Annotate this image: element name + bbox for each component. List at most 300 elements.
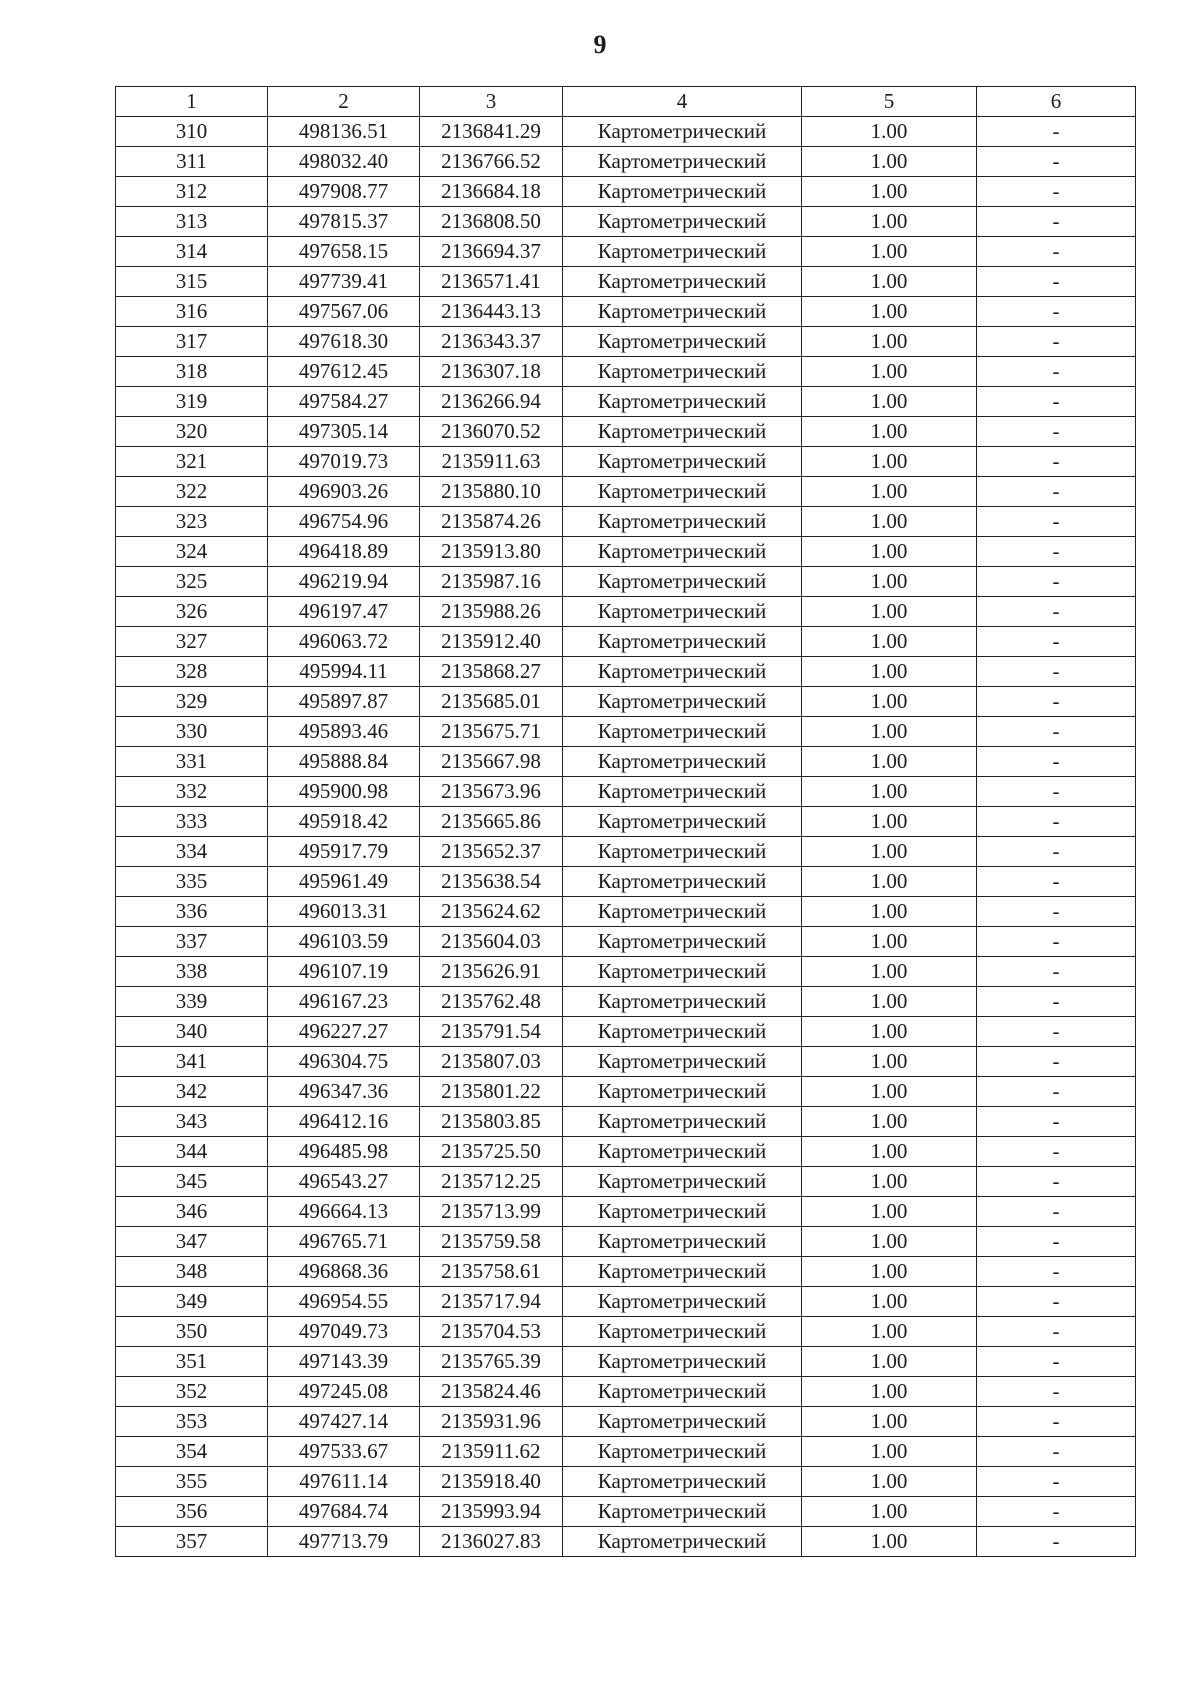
table-row (116, 1317, 1136, 1347)
cell-point-number: 328 (116, 657, 268, 687)
cell-x-coordinate: 497618.30 (268, 327, 420, 357)
cell-x-coordinate: 497019.73 (268, 447, 420, 477)
cell-description: - (977, 417, 1136, 447)
cell-x-coordinate: 496868.36 (268, 1257, 420, 1287)
cell-x-coordinate: 495888.84 (268, 747, 420, 777)
cell-description: - (977, 237, 1136, 267)
cell-y-coordinate: 2136694.37 (420, 237, 563, 267)
cell-x-coordinate: 496107.19 (268, 957, 420, 987)
cell-description: - (977, 1317, 1136, 1347)
cell-accuracy: 1.00 (802, 297, 977, 327)
cell-method: Картометрический (563, 477, 802, 507)
cell-point-number: 321 (116, 447, 268, 477)
cell-method: Картометрический (563, 1347, 802, 1377)
table-row (116, 597, 1136, 627)
cell-x-coordinate: 496903.26 (268, 477, 420, 507)
table-row (116, 297, 1136, 327)
column-header-1: 1 (116, 87, 268, 117)
cell-description: - (977, 1407, 1136, 1437)
cell-accuracy: 1.00 (802, 357, 977, 387)
cell-accuracy: 1.00 (802, 897, 977, 927)
cell-point-number: 356 (116, 1497, 268, 1527)
cell-point-number: 324 (116, 537, 268, 567)
cell-y-coordinate: 2135988.26 (420, 597, 563, 627)
cell-description: - (977, 807, 1136, 837)
cell-y-coordinate: 2135675.71 (420, 717, 563, 747)
cell-point-number: 317 (116, 327, 268, 357)
table-row (116, 957, 1136, 987)
table-row (116, 717, 1136, 747)
cell-y-coordinate: 2135673.96 (420, 777, 563, 807)
cell-method: Картометрический (563, 627, 802, 657)
cell-method: Картометрический (563, 267, 802, 297)
cell-y-coordinate: 2135604.03 (420, 927, 563, 957)
cell-y-coordinate: 2136343.37 (420, 327, 563, 357)
cell-y-coordinate: 2135880.10 (420, 477, 563, 507)
cell-method: Картометрический (563, 1317, 802, 1347)
cell-description: - (977, 1467, 1136, 1497)
cell-x-coordinate: 497567.06 (268, 297, 420, 327)
cell-method: Картометрический (563, 177, 802, 207)
cell-method: Картометрический (563, 927, 802, 957)
cell-method: Картометрический (563, 987, 802, 1017)
table-row (116, 627, 1136, 657)
cell-y-coordinate: 2136070.52 (420, 417, 563, 447)
cell-x-coordinate: 496197.47 (268, 597, 420, 627)
cell-y-coordinate: 2135758.61 (420, 1257, 563, 1287)
cell-description: - (977, 1227, 1136, 1257)
cell-point-number: 339 (116, 987, 268, 1017)
cell-x-coordinate: 495897.87 (268, 687, 420, 717)
cell-accuracy: 1.00 (802, 1137, 977, 1167)
cell-method: Картометрический (563, 1077, 802, 1107)
cell-point-number: 340 (116, 1017, 268, 1047)
cell-point-number: 354 (116, 1437, 268, 1467)
table-row (116, 927, 1136, 957)
cell-method: Картометрический (563, 117, 802, 147)
cell-x-coordinate: 498032.40 (268, 147, 420, 177)
cell-method: Картометрический (563, 1407, 802, 1437)
table-row (116, 1017, 1136, 1047)
cell-accuracy: 1.00 (802, 207, 977, 237)
cell-accuracy: 1.00 (802, 507, 977, 537)
cell-method: Картометрический (563, 537, 802, 567)
cell-point-number: 353 (116, 1407, 268, 1437)
cell-x-coordinate: 495900.98 (268, 777, 420, 807)
coordinates-table (115, 86, 1136, 1557)
cell-method: Картометрический (563, 1167, 802, 1197)
cell-x-coordinate: 495918.42 (268, 807, 420, 837)
table-row (116, 687, 1136, 717)
table-row (116, 357, 1136, 387)
cell-y-coordinate: 2136266.94 (420, 387, 563, 417)
cell-x-coordinate: 496103.59 (268, 927, 420, 957)
cell-method: Картометрический (563, 807, 802, 837)
cell-description: - (977, 267, 1136, 297)
cell-accuracy: 1.00 (802, 1167, 977, 1197)
cell-description: - (977, 477, 1136, 507)
cell-description: - (977, 567, 1136, 597)
cell-method: Картометрический (563, 1437, 802, 1467)
cell-description: - (977, 1077, 1136, 1107)
cell-method: Картометрический (563, 1527, 802, 1557)
cell-accuracy: 1.00 (802, 867, 977, 897)
table-row (116, 237, 1136, 267)
cell-point-number: 320 (116, 417, 268, 447)
cell-x-coordinate: 496167.23 (268, 987, 420, 1017)
cell-description: - (977, 957, 1136, 987)
cell-method: Картометрический (563, 837, 802, 867)
cell-description: - (977, 927, 1136, 957)
cell-accuracy: 1.00 (802, 537, 977, 567)
cell-accuracy: 1.00 (802, 1467, 977, 1497)
cell-method: Картометрический (563, 957, 802, 987)
table-row (116, 537, 1136, 567)
cell-method: Картометрический (563, 1497, 802, 1527)
cell-y-coordinate: 2135725.50 (420, 1137, 563, 1167)
cell-point-number: 341 (116, 1047, 268, 1077)
cell-point-number: 338 (116, 957, 268, 987)
cell-point-number: 346 (116, 1197, 268, 1227)
cell-method: Картометрический (563, 657, 802, 687)
cell-point-number: 315 (116, 267, 268, 297)
cell-description: - (977, 117, 1136, 147)
cell-accuracy: 1.00 (802, 447, 977, 477)
cell-y-coordinate: 2135717.94 (420, 1287, 563, 1317)
cell-x-coordinate: 497245.08 (268, 1377, 420, 1407)
cell-method: Картометрический (563, 1287, 802, 1317)
table-row (116, 897, 1136, 927)
cell-method: Картометрический (563, 207, 802, 237)
cell-y-coordinate: 2136766.52 (420, 147, 563, 177)
cell-accuracy: 1.00 (802, 237, 977, 267)
cell-accuracy: 1.00 (802, 1497, 977, 1527)
cell-y-coordinate: 2135713.99 (420, 1197, 563, 1227)
cell-point-number: 347 (116, 1227, 268, 1257)
table-row (116, 177, 1136, 207)
cell-y-coordinate: 2135807.03 (420, 1047, 563, 1077)
cell-description: - (977, 1287, 1136, 1317)
cell-accuracy: 1.00 (802, 417, 977, 447)
cell-point-number: 323 (116, 507, 268, 537)
column-header-2: 2 (268, 87, 420, 117)
cell-y-coordinate: 2136307.18 (420, 357, 563, 387)
cell-method: Картометрический (563, 1257, 802, 1287)
table-row (116, 1287, 1136, 1317)
cell-description: - (977, 357, 1136, 387)
table-row (116, 1497, 1136, 1527)
cell-description: - (977, 987, 1136, 1017)
cell-description: - (977, 777, 1136, 807)
cell-x-coordinate: 496013.31 (268, 897, 420, 927)
table-row (116, 447, 1136, 477)
cell-x-coordinate: 496219.94 (268, 567, 420, 597)
cell-point-number: 337 (116, 927, 268, 957)
cell-y-coordinate: 2135759.58 (420, 1227, 563, 1257)
cell-y-coordinate: 2135626.91 (420, 957, 563, 987)
cell-x-coordinate: 498136.51 (268, 117, 420, 147)
cell-y-coordinate: 2135911.62 (420, 1437, 563, 1467)
cell-y-coordinate: 2135912.40 (420, 627, 563, 657)
cell-y-coordinate: 2135665.86 (420, 807, 563, 837)
cell-description: - (977, 507, 1136, 537)
cell-accuracy: 1.00 (802, 567, 977, 597)
cell-x-coordinate: 495893.46 (268, 717, 420, 747)
cell-description: - (977, 597, 1136, 627)
table-row (116, 807, 1136, 837)
cell-point-number: 349 (116, 1287, 268, 1317)
cell-accuracy: 1.00 (802, 657, 977, 687)
cell-accuracy: 1.00 (802, 957, 977, 987)
cell-accuracy: 1.00 (802, 117, 977, 147)
cell-method: Картометрический (563, 1377, 802, 1407)
cell-method: Картометрический (563, 747, 802, 777)
cell-accuracy: 1.00 (802, 717, 977, 747)
cell-description: - (977, 687, 1136, 717)
table-row (116, 1347, 1136, 1377)
table-row (116, 387, 1136, 417)
cell-x-coordinate: 497739.41 (268, 267, 420, 297)
cell-y-coordinate: 2135685.01 (420, 687, 563, 717)
table-row (116, 327, 1136, 357)
cell-method: Картометрический (563, 297, 802, 327)
table-row (116, 867, 1136, 897)
cell-method: Картометрический (563, 1107, 802, 1137)
table-row (116, 267, 1136, 297)
cell-point-number: 335 (116, 867, 268, 897)
cell-point-number: 351 (116, 1347, 268, 1377)
cell-y-coordinate: 2135765.39 (420, 1347, 563, 1377)
cell-x-coordinate: 497908.77 (268, 177, 420, 207)
cell-point-number: 319 (116, 387, 268, 417)
cell-x-coordinate: 496485.98 (268, 1137, 420, 1167)
cell-description: - (977, 1377, 1136, 1407)
cell-point-number: 342 (116, 1077, 268, 1107)
cell-x-coordinate: 497533.67 (268, 1437, 420, 1467)
cell-description: - (977, 1017, 1136, 1047)
cell-method: Картометрический (563, 867, 802, 897)
cell-description: - (977, 1527, 1136, 1557)
table-row (116, 747, 1136, 777)
cell-accuracy: 1.00 (802, 837, 977, 867)
table-body (116, 117, 1136, 1557)
cell-point-number: 332 (116, 777, 268, 807)
cell-method: Картометрический (563, 417, 802, 447)
table-row (116, 477, 1136, 507)
cell-method: Картометрический (563, 1227, 802, 1257)
cell-point-number: 355 (116, 1467, 268, 1497)
cell-y-coordinate: 2135918.40 (420, 1467, 563, 1497)
cell-method: Картометрический (563, 327, 802, 357)
cell-x-coordinate: 496765.71 (268, 1227, 420, 1257)
page-number: 9 (593, 30, 607, 59)
table-row (116, 1437, 1136, 1467)
cell-point-number: 343 (116, 1107, 268, 1137)
cell-accuracy: 1.00 (802, 1197, 977, 1227)
cell-method: Картометрический (563, 897, 802, 927)
cell-y-coordinate: 2135993.94 (420, 1497, 563, 1527)
cell-method: Картометрический (563, 597, 802, 627)
column-header-4: 4 (563, 87, 802, 117)
cell-accuracy: 1.00 (802, 1377, 977, 1407)
cell-x-coordinate: 496418.89 (268, 537, 420, 567)
cell-y-coordinate: 2135911.63 (420, 447, 563, 477)
table-row (116, 837, 1136, 867)
cell-description: - (977, 837, 1136, 867)
cell-accuracy: 1.00 (802, 177, 977, 207)
cell-method: Картометрический (563, 447, 802, 477)
table-row (116, 1137, 1136, 1167)
cell-method: Картометрический (563, 147, 802, 177)
cell-description: - (977, 627, 1136, 657)
cell-description: - (977, 207, 1136, 237)
cell-y-coordinate: 2135931.96 (420, 1407, 563, 1437)
cell-y-coordinate: 2135987.16 (420, 567, 563, 597)
cell-x-coordinate: 495917.79 (268, 837, 420, 867)
cell-point-number: 313 (116, 207, 268, 237)
cell-y-coordinate: 2135624.62 (420, 897, 563, 927)
cell-method: Картометрический (563, 237, 802, 267)
cell-accuracy: 1.00 (802, 1287, 977, 1317)
cell-point-number: 345 (116, 1167, 268, 1197)
cell-method: Картометрический (563, 1017, 802, 1047)
cell-description: - (977, 1197, 1136, 1227)
cell-point-number: 311 (116, 147, 268, 177)
table-row (116, 1077, 1136, 1107)
cell-y-coordinate: 2135712.25 (420, 1167, 563, 1197)
cell-method: Картометрический (563, 717, 802, 747)
cell-point-number: 322 (116, 477, 268, 507)
cell-y-coordinate: 2135667.98 (420, 747, 563, 777)
cell-accuracy: 1.00 (802, 1437, 977, 1467)
table-row (116, 1257, 1136, 1287)
table-row (116, 657, 1136, 687)
cell-description: - (977, 147, 1136, 177)
cell-accuracy: 1.00 (802, 387, 977, 417)
cell-accuracy: 1.00 (802, 477, 977, 507)
cell-description: - (977, 747, 1136, 777)
cell-method: Картометрический (563, 1197, 802, 1227)
cell-point-number: 329 (116, 687, 268, 717)
cell-method: Картометрический (563, 687, 802, 717)
cell-x-coordinate: 496954.55 (268, 1287, 420, 1317)
cell-method: Картометрический (563, 777, 802, 807)
cell-accuracy: 1.00 (802, 1407, 977, 1437)
cell-point-number: 318 (116, 357, 268, 387)
cell-description: - (977, 387, 1136, 417)
table-row (116, 1167, 1136, 1197)
cell-y-coordinate: 2135824.46 (420, 1377, 563, 1407)
table-row (116, 507, 1136, 537)
cell-point-number: 334 (116, 837, 268, 867)
cell-point-number: 330 (116, 717, 268, 747)
table-row (116, 147, 1136, 177)
cell-description: - (977, 1347, 1136, 1377)
cell-method: Картометрический (563, 507, 802, 537)
cell-method: Картометрический (563, 567, 802, 597)
cell-y-coordinate: 2136684.18 (420, 177, 563, 207)
table-row (116, 1197, 1136, 1227)
cell-y-coordinate: 2136808.50 (420, 207, 563, 237)
cell-x-coordinate: 497658.15 (268, 237, 420, 267)
cell-y-coordinate: 2136841.29 (420, 117, 563, 147)
cell-point-number: 336 (116, 897, 268, 927)
cell-x-coordinate: 496664.13 (268, 1197, 420, 1227)
cell-y-coordinate: 2135762.48 (420, 987, 563, 1017)
cell-x-coordinate: 496754.96 (268, 507, 420, 537)
column-header-6: 6 (977, 87, 1136, 117)
table-row (116, 207, 1136, 237)
cell-description: - (977, 1167, 1136, 1197)
cell-x-coordinate: 497713.79 (268, 1527, 420, 1557)
cell-accuracy: 1.00 (802, 987, 977, 1017)
cell-description: - (977, 327, 1136, 357)
cell-point-number: 357 (116, 1527, 268, 1557)
cell-y-coordinate: 2135638.54 (420, 867, 563, 897)
cell-x-coordinate: 496412.16 (268, 1107, 420, 1137)
cell-description: - (977, 177, 1136, 207)
cell-description: - (977, 537, 1136, 567)
cell-accuracy: 1.00 (802, 687, 977, 717)
cell-x-coordinate: 497049.73 (268, 1317, 420, 1347)
cell-y-coordinate: 2135704.53 (420, 1317, 563, 1347)
cell-point-number: 312 (116, 177, 268, 207)
column-header-3: 3 (420, 87, 563, 117)
cell-accuracy: 1.00 (802, 747, 977, 777)
table-row (116, 1407, 1136, 1437)
cell-description: - (977, 1137, 1136, 1167)
cell-accuracy: 1.00 (802, 1107, 977, 1137)
cell-description: - (977, 297, 1136, 327)
cell-accuracy: 1.00 (802, 1047, 977, 1077)
cell-accuracy: 1.00 (802, 597, 977, 627)
cell-y-coordinate: 2135791.54 (420, 1017, 563, 1047)
cell-y-coordinate: 2135803.85 (420, 1107, 563, 1137)
cell-accuracy: 1.00 (802, 807, 977, 837)
cell-description: - (977, 1107, 1136, 1137)
cell-description: - (977, 717, 1136, 747)
cell-method: Картометрический (563, 1047, 802, 1077)
cell-x-coordinate: 497584.27 (268, 387, 420, 417)
column-header-5: 5 (802, 87, 977, 117)
cell-accuracy: 1.00 (802, 927, 977, 957)
cell-accuracy: 1.00 (802, 627, 977, 657)
cell-description: - (977, 897, 1136, 927)
cell-description: - (977, 447, 1136, 477)
cell-x-coordinate: 495961.49 (268, 867, 420, 897)
cell-accuracy: 1.00 (802, 1077, 977, 1107)
cell-point-number: 352 (116, 1377, 268, 1407)
cell-y-coordinate: 2136443.13 (420, 297, 563, 327)
cell-accuracy: 1.00 (802, 1347, 977, 1377)
cell-description: - (977, 867, 1136, 897)
cell-y-coordinate: 2135652.37 (420, 837, 563, 867)
cell-y-coordinate: 2136571.41 (420, 267, 563, 297)
cell-x-coordinate: 497815.37 (268, 207, 420, 237)
cell-description: - (977, 1047, 1136, 1077)
cell-accuracy: 1.00 (802, 1317, 977, 1347)
cell-x-coordinate: 496304.75 (268, 1047, 420, 1077)
cell-point-number: 326 (116, 597, 268, 627)
cell-point-number: 316 (116, 297, 268, 327)
cell-y-coordinate: 2136027.83 (420, 1527, 563, 1557)
table-row (116, 1467, 1136, 1497)
cell-accuracy: 1.00 (802, 327, 977, 357)
cell-x-coordinate: 497611.14 (268, 1467, 420, 1497)
cell-point-number: 333 (116, 807, 268, 837)
cell-accuracy: 1.00 (802, 777, 977, 807)
cell-point-number: 348 (116, 1257, 268, 1287)
